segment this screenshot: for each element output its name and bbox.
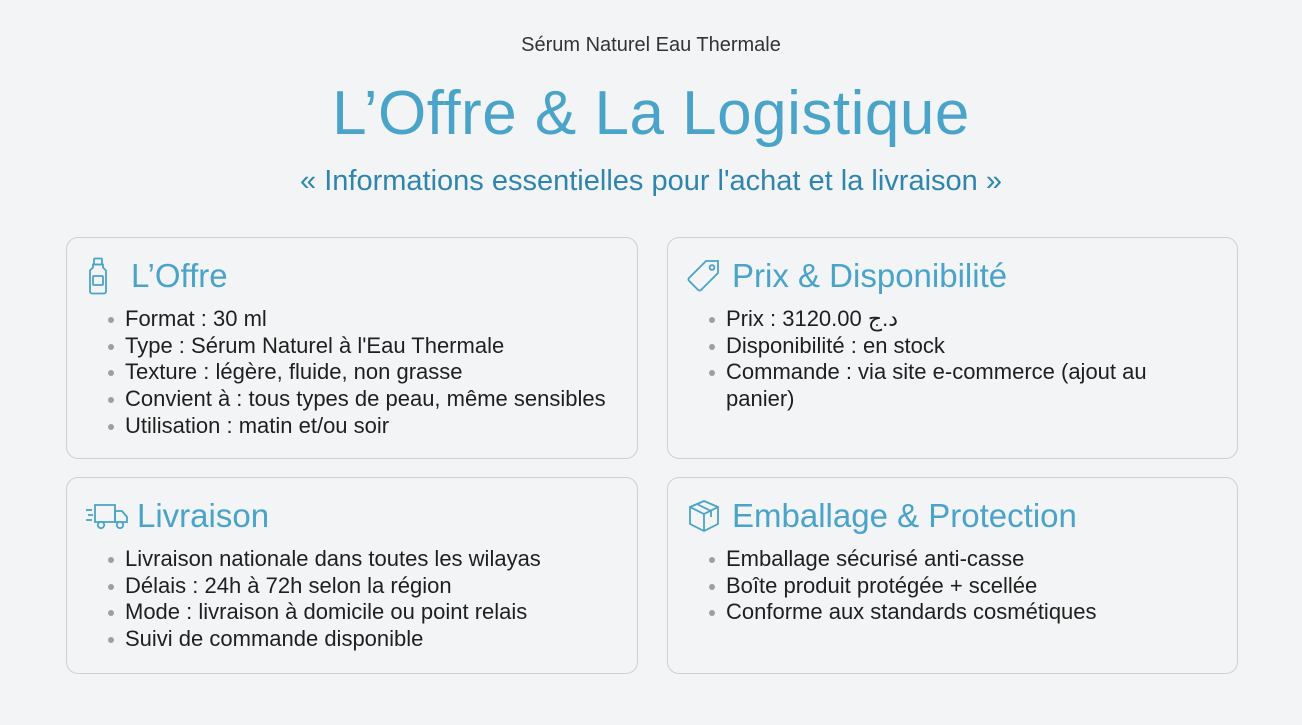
- packaging-card: [667, 477, 1238, 674]
- delivery-card-header: [85, 494, 269, 538]
- price-tag-icon: [686, 256, 728, 296]
- price-list: [705, 306, 1206, 413]
- list-item: Utilisation : matin et/ou soir: [125, 413, 606, 440]
- packaging-card-title: Emballage & Protection: [732, 497, 1077, 534]
- price-card-title: Prix & Disponibilité: [732, 257, 1008, 294]
- offer-card-title: L’Offre: [131, 257, 228, 294]
- list-item: Type : Sérum Naturel à l'Eau Thermale: [125, 333, 606, 360]
- list-item: Mode : livraison à domicile ou point relais: [125, 599, 541, 626]
- page-title: L’Offre & La Logistique: [332, 79, 970, 148]
- page-subtitle: « Informations essentielles pour l'achat et la livraison »: [300, 165, 1002, 197]
- list-item: Livraison nationale dans toutes les wilayas: [125, 546, 541, 571]
- price-card-header: [686, 254, 1007, 298]
- page-kicker: Sérum Naturel Eau Thermale: [521, 34, 781, 56]
- list-item: Délais : 24h à 72h selon la région: [125, 573, 541, 600]
- package-box-icon: [686, 496, 728, 536]
- delivery-card: [66, 477, 638, 674]
- delivery-card-title: Livraison: [137, 497, 270, 534]
- list-item: Conforme aux standards cosmétiques: [726, 599, 1097, 625]
- delivery-truck-icon: [85, 496, 133, 536]
- list-item: Convient à : tous types de peau, même sensibles: [125, 386, 606, 412]
- list-item: Texture : légère, fluide, non grasse: [125, 359, 606, 386]
- bottle-icon: [85, 256, 127, 296]
- price-availability-card: [667, 237, 1238, 459]
- offer-list: [104, 306, 626, 440]
- offer-card-header: [85, 254, 228, 298]
- packaging-list: [705, 546, 1117, 626]
- list-item: Suivi de commande disponible: [125, 626, 541, 653]
- offer-card: [66, 237, 638, 459]
- delivery-list: [104, 546, 561, 653]
- packaging-card-header: [686, 494, 1077, 538]
- list-item: Disponibilité : en stock: [726, 333, 1186, 360]
- list-item: Prix : 3120.00 د.ج: [726, 306, 1186, 333]
- list-item: Emballage sécurisé anti-casse: [726, 546, 1097, 573]
- list-item: Boîte produit protégée + scellée: [726, 573, 1097, 600]
- list-item: Format : 30 ml: [125, 306, 606, 333]
- list-item: Commande : via site e-commerce (ajout au panier): [726, 359, 1186, 412]
